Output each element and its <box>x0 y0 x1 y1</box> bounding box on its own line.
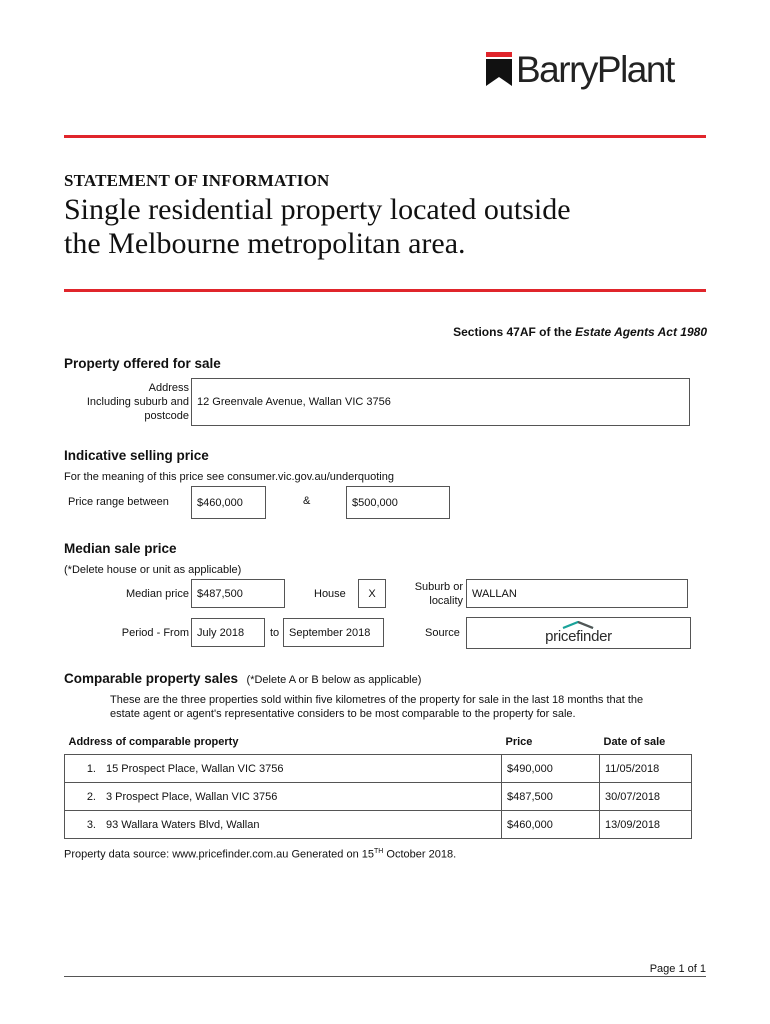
address-label <box>64 381 189 423</box>
footer-divider <box>64 976 706 977</box>
row-number: 3. <box>65 811 102 839</box>
suburb-field[interactable]: WALLAN <box>466 579 688 608</box>
table-row <box>65 811 692 839</box>
brand-logo <box>486 50 674 98</box>
row-price[interactable]: $460,000 <box>502 811 600 839</box>
price-high-field[interactable]: $500,000 <box>346 486 450 519</box>
address-label-2: Including suburb and <box>86 396 189 408</box>
ampersand: & <box>303 495 311 507</box>
source-label: Source <box>425 627 460 639</box>
data-source-sup: TH <box>374 848 384 855</box>
period-to-label: to <box>270 627 280 639</box>
period-from-field[interactable]: July 2018 <box>191 618 265 647</box>
page-title <box>64 193 571 261</box>
period-to-field[interactable]: September 2018 <box>283 618 384 647</box>
table-row <box>65 755 692 783</box>
median-heading: Median sale price <box>64 541 177 556</box>
brand-wordmark: BarryPlant <box>516 49 674 90</box>
median-note: (*Delete house or unit as applicable) <box>64 564 242 576</box>
source-field <box>466 617 691 649</box>
indicative-heading: Indicative selling price <box>64 448 209 463</box>
table-header-row <box>65 733 692 755</box>
median-price-label: Median price <box>126 588 189 600</box>
doc-type: STATEMENT OF INFORMATION <box>64 171 330 190</box>
suburb-label-1: Suburb or <box>414 581 463 593</box>
indicative-note: For the meaning of this price see consumer.vic.gov.au/underquoting <box>64 471 394 483</box>
col-price-header: Price <box>505 736 533 748</box>
row-address[interactable]: 3 Prospect Place, Wallan VIC 3756 <box>101 783 502 811</box>
address-label-3: postcode <box>144 410 189 422</box>
property-heading: Property offered for sale <box>64 356 221 371</box>
comparable-description <box>110 693 710 721</box>
row-number: 2. <box>65 783 102 811</box>
row-date[interactable]: 30/07/2018 <box>600 783 692 811</box>
data-source-text: Property data source: www.pricefinder.com.au Generated on 15 <box>64 848 375 861</box>
sections-reference <box>453 325 707 339</box>
median-price-field[interactable]: $487,500 <box>191 579 285 608</box>
suburb-label-2: locality <box>429 595 463 607</box>
comparable-heading: Comparable property sales <box>64 671 239 686</box>
table-row <box>65 783 692 811</box>
row-date[interactable]: 11/05/2018 <box>600 755 692 783</box>
price-range-label: Price range between <box>68 496 169 508</box>
bottom-divider <box>64 289 706 292</box>
row-date[interactable]: 13/09/2018 <box>600 811 692 839</box>
col-address-header: Address of comparable property <box>68 736 239 748</box>
title-line-2: the Melbourne metropolitan area. <box>64 227 466 260</box>
address-label-1: Address <box>148 382 189 394</box>
top-divider <box>64 135 706 138</box>
comparable-heading-row <box>64 670 421 688</box>
period-label: Period - From <box>121 627 189 639</box>
price-low-field[interactable]: $460,000 <box>191 486 266 519</box>
pricefinder-wordmark: pricefinder <box>545 628 612 645</box>
row-price[interactable]: $490,000 <box>502 755 600 783</box>
row-address[interactable]: 15 Prospect Place, Wallan VIC 3756 <box>101 755 502 783</box>
data-source-tail: October 2018. <box>383 848 457 861</box>
suburb-label <box>400 580 463 608</box>
row-address[interactable]: 93 Wallara Waters Blvd, Wallan <box>101 811 502 839</box>
comparable-note: (*Delete A or B below as applicable) <box>246 674 422 686</box>
row-price[interactable]: $487,500 <box>502 783 600 811</box>
title-line-1: Single residential property located outside <box>64 193 571 226</box>
bookmark-flag-icon <box>486 52 512 86</box>
data-source-note <box>64 848 456 861</box>
page-number: Page 1 of 1 <box>649 963 706 975</box>
comparable-description-1: These are the three properties sold within five kilometres of the property for sale in the last 18 months that the <box>110 694 644 706</box>
house-label: House <box>314 588 346 600</box>
pricefinder-logo <box>545 621 612 645</box>
sections-prefix: Sections 47AF of the <box>453 325 576 339</box>
comparable-description-2: estate agent or agent's representative considers to be most comparable to the property for sale. <box>110 708 576 720</box>
address-field[interactable]: 12 Greenvale Avenue, Wallan VIC 3756 <box>191 378 690 426</box>
row-number: 1. <box>65 755 102 783</box>
col-date-header: Date of sale <box>603 736 666 748</box>
house-checkbox[interactable]: X <box>358 579 386 608</box>
act-name: Estate Agents Act 1980 <box>575 325 707 339</box>
comparable-table <box>64 733 692 839</box>
